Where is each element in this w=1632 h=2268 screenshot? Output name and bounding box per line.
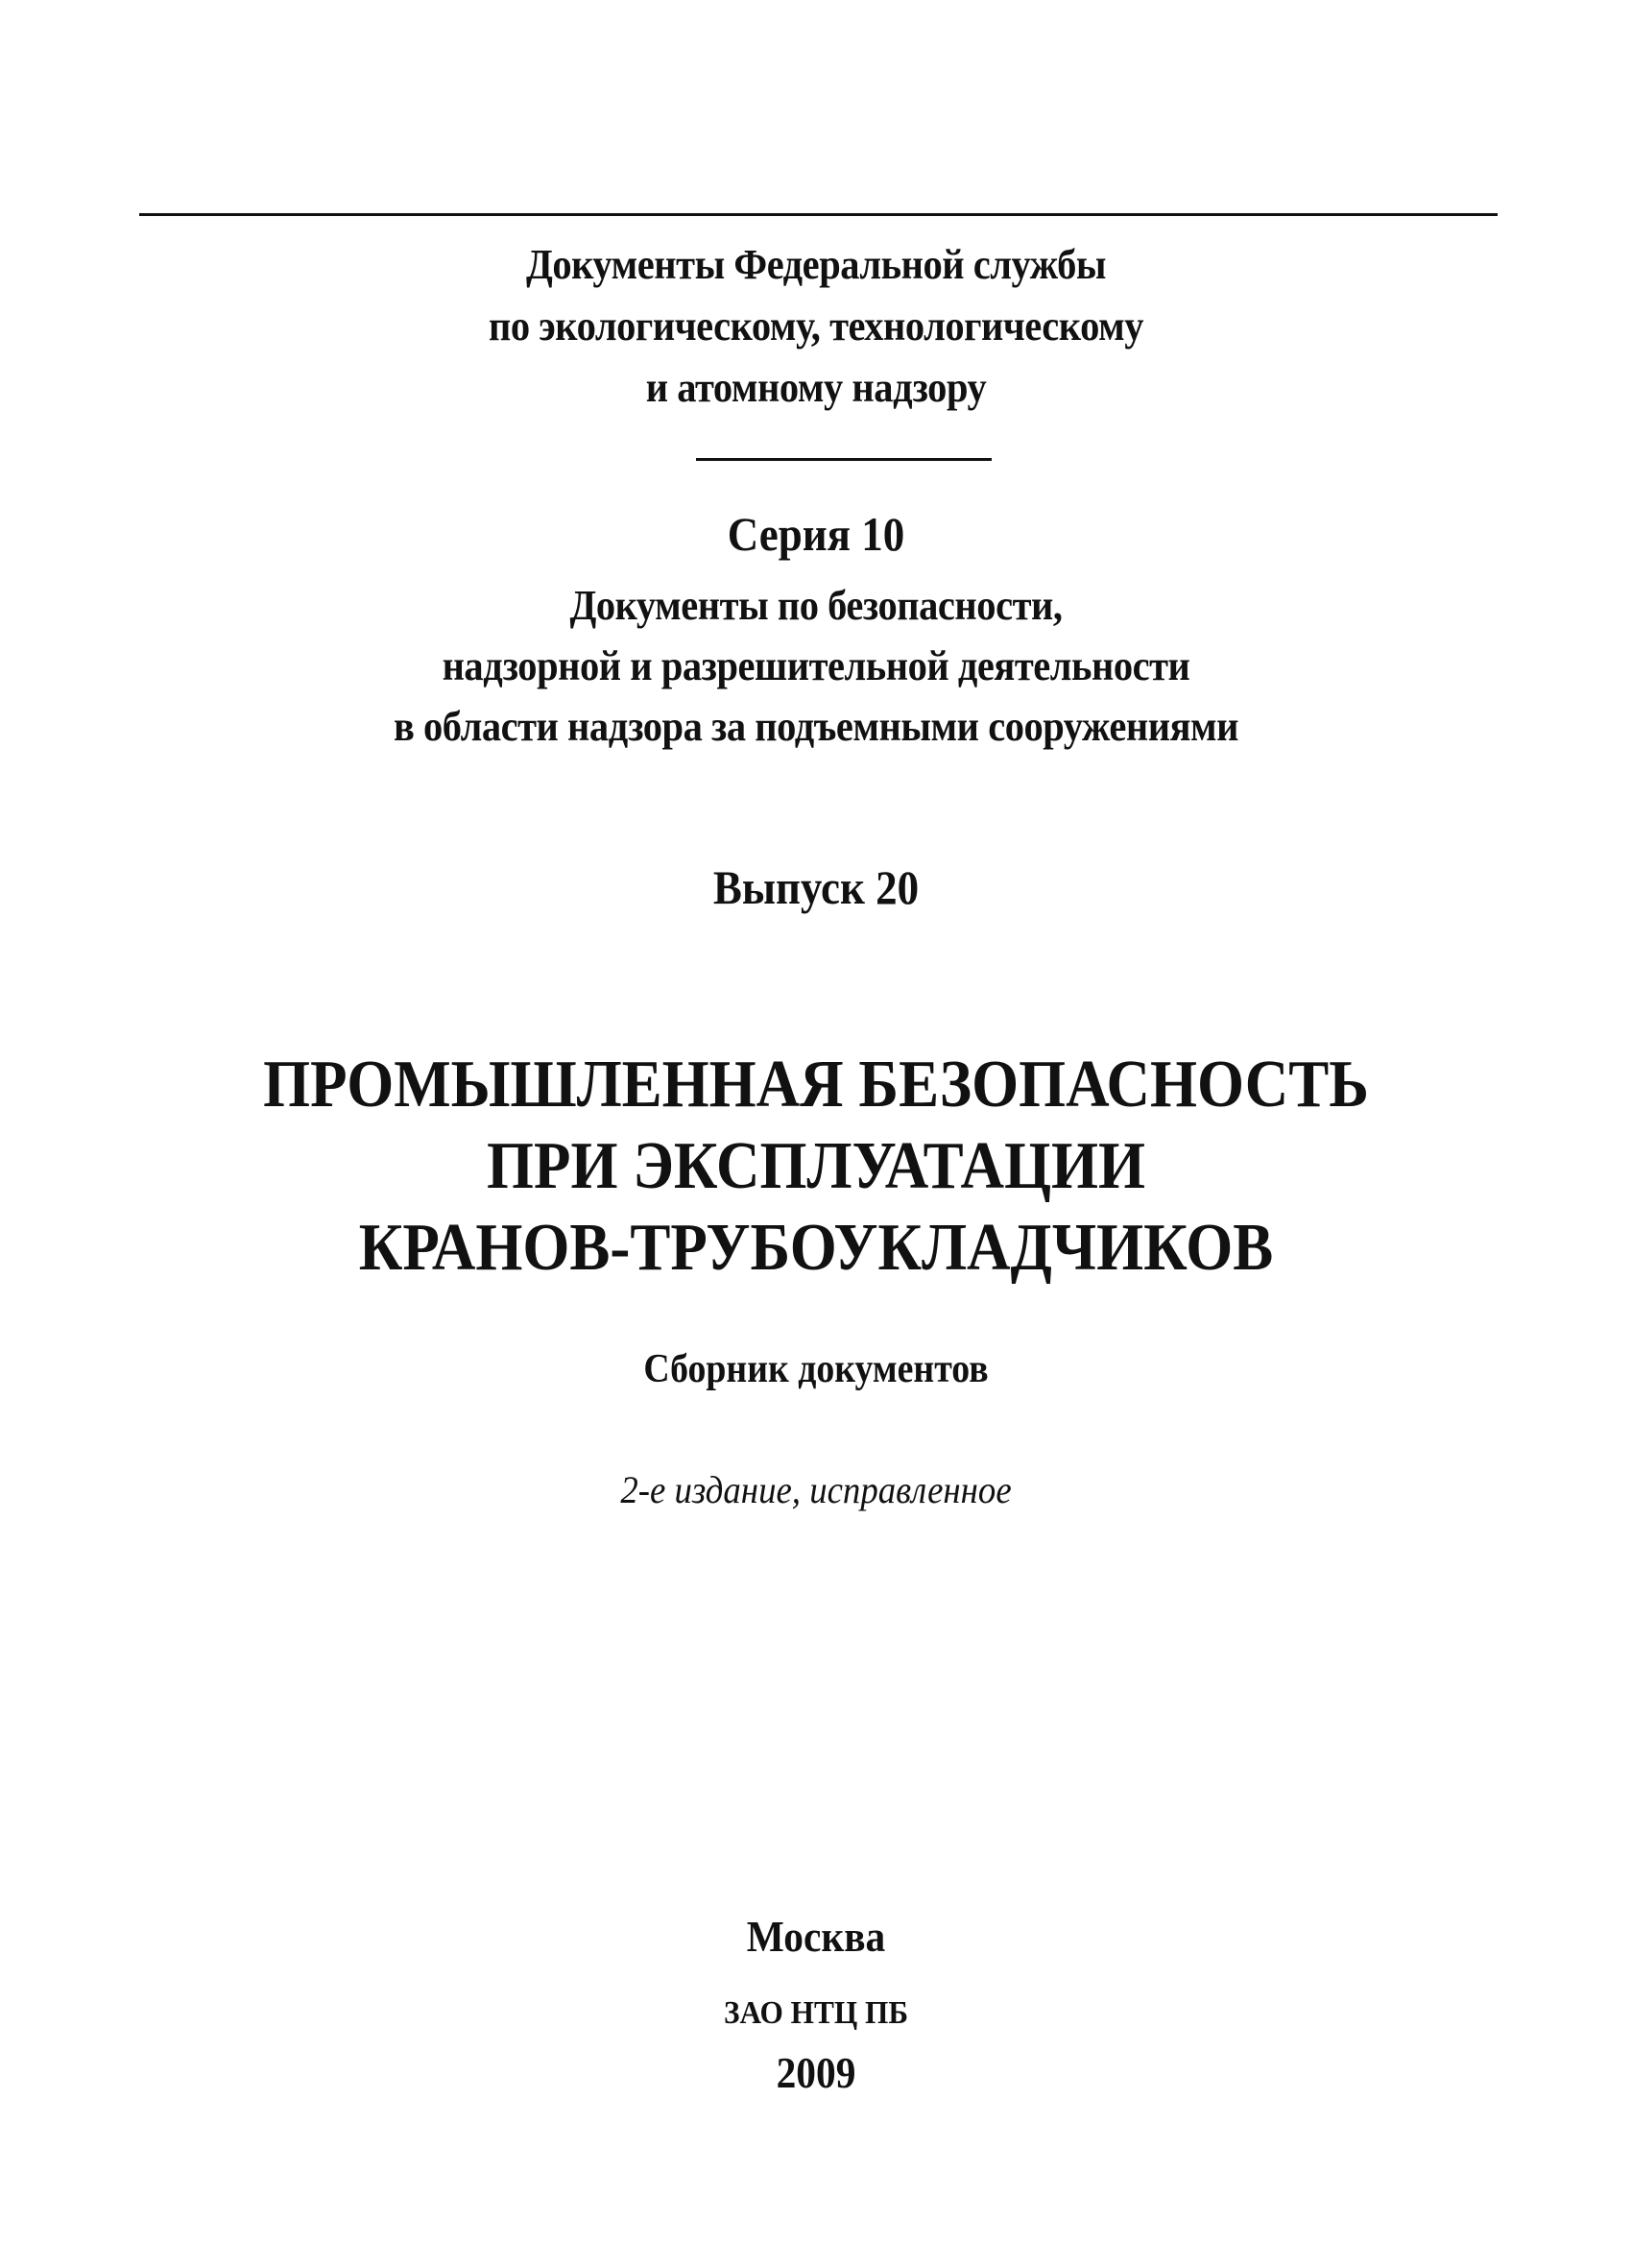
- series-description-line-2: надзорной и разрешительной деятельности: [442, 642, 1190, 689]
- issue-number: Выпуск 20: [712, 860, 920, 914]
- series-description-line-1: Документы по безопасности,: [569, 582, 1063, 629]
- main-title-line-1: ПРОМЫШЛЕННАЯ БЕЗОПАСНОСТЬ: [263, 1048, 1369, 1122]
- series-description-line-3: в области надзора за подъемными сооружениями: [393, 703, 1239, 750]
- agency-line-3: и атомному надзору: [645, 364, 987, 411]
- subtitle: Сборник документов: [643, 1347, 989, 1391]
- agency-line-1: Документы Федеральной службы: [525, 241, 1107, 288]
- top-rule: [139, 213, 1498, 216]
- edition-note: 2-е издание, исправленное: [620, 1468, 1012, 1511]
- series-title: Серия 10: [727, 507, 905, 561]
- imprint-publisher: ЗАО НТЦ ПБ: [723, 1995, 909, 2031]
- imprint-year: 2009: [776, 2048, 856, 2097]
- imprint-city: Москва: [746, 1912, 886, 1961]
- main-title-line-3: КРАНОВ-ТРУБОУКЛАДЧИКОВ: [358, 1211, 1274, 1285]
- agency-line-2: по экологическому, технологическому: [488, 302, 1144, 350]
- section-divider: [696, 458, 992, 461]
- main-title-line-2: ПРИ ЭКСПЛУАТАЦИИ: [486, 1129, 1146, 1203]
